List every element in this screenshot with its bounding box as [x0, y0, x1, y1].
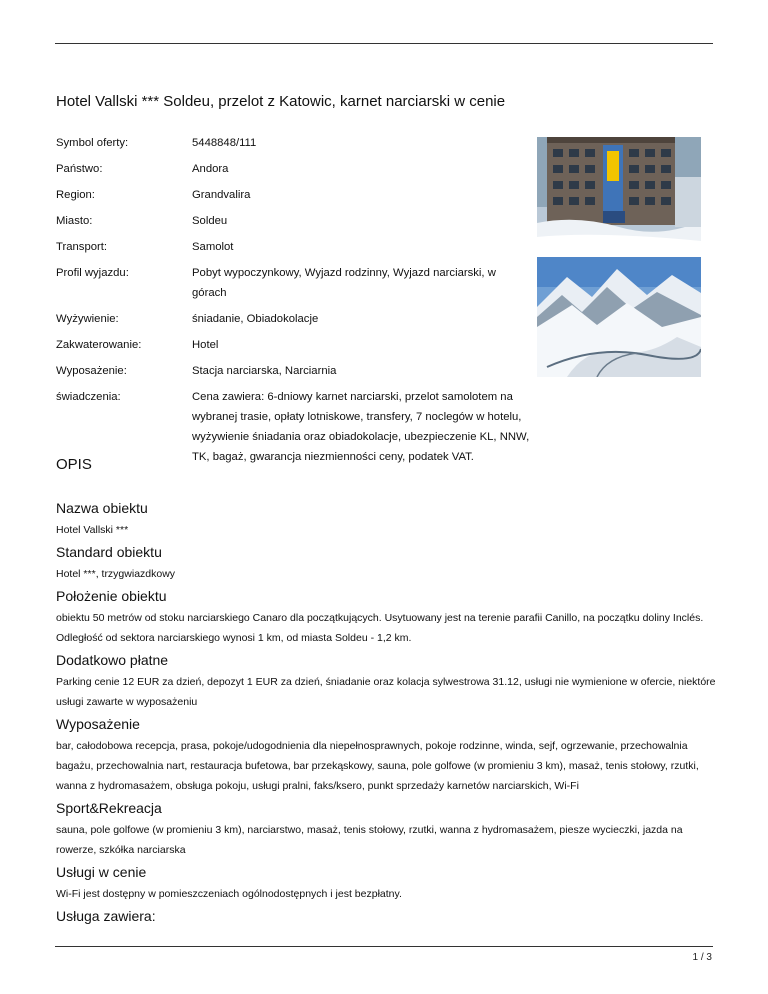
mountain-photo	[537, 257, 701, 377]
description-sections	[56, 496, 716, 928]
detail-value: Stacja narciarska, Narciarnia	[192, 365, 337, 377]
hotel-photo	[537, 137, 701, 258]
section-text: Parking cenie 12 EUR za dzień, depozyt 1 EUR za dzień, śniadanie oraz kolacja sylwestrowa 31.12, usługi nie wymienione w ofercie, niektóre usługi zawarte w wyposażeniu	[56, 676, 716, 708]
detail-row	[56, 159, 531, 179]
section	[56, 904, 716, 928]
section-heading: Nazwa obiektu	[56, 500, 148, 516]
detail-value: 5448848/111	[192, 137, 257, 149]
detail-value: Grandvalira	[192, 189, 251, 201]
detail-label: Profil wyjazdu:	[56, 267, 129, 279]
detail-label: Region:	[56, 189, 95, 201]
detail-row	[56, 309, 531, 329]
section-text: Hotel ***, trzygwiazdkowy	[56, 568, 176, 580]
detail-label: Wyposażenie:	[56, 365, 127, 377]
detail-row	[56, 133, 531, 153]
bottom-rule	[55, 946, 713, 947]
section-heading: Dodatkowo płatne	[56, 652, 169, 668]
section-heading: Standard obiektu	[56, 544, 162, 560]
section-heading: Usługi w cenie	[56, 864, 147, 880]
detail-label: Miasto:	[56, 215, 93, 227]
section-heading: Usługa zawiera:	[56, 908, 156, 924]
section	[56, 860, 716, 904]
section-text: bar, całodobowa recepcja, prasa, pokoje/udogodnienia dla niepełnosprawnych, pokoje rodzinne, winda, sejf, ogrzewanie, przechowalnia bagażu, przechowalnia nart, restauracja bufetowa, bar przekąskowy, sauna, pole golfowe (w promieniu 3 km), masaż, tenis stołowy, rzutki, wanna z hydromasażem, obsługa pokoju, usługi pralni, faks/ksero, punkt sprzedaży karnetów narciarskich, Wi-Fi	[56, 740, 699, 792]
section	[56, 540, 716, 584]
section-text: sauna, pole golfowe (w promieniu 3 km), narciarstwo, masaż, tenis stołowy, rzutki, wanna z hydromasażem, piesze wycieczki, jazda na rowerze, szkółka narciarska	[56, 824, 683, 856]
section-text: Hotel Vallski ***	[56, 524, 129, 536]
detail-row	[56, 211, 531, 231]
detail-label: Zakwaterowanie:	[56, 339, 142, 351]
section	[56, 796, 716, 860]
page-title: Hotel Vallski *** Soldeu, przelot z Katowic, karnet narciarski w cenie	[56, 93, 506, 110]
top-rule	[55, 43, 713, 44]
detail-value: Hotel	[192, 339, 219, 351]
detail-label: Symbol oferty:	[56, 137, 129, 149]
section	[56, 584, 716, 648]
detail-row	[56, 387, 531, 467]
detail-row	[56, 185, 531, 205]
detail-row	[56, 361, 531, 381]
section	[56, 648, 716, 712]
section	[56, 496, 716, 540]
detail-value: Pobyt wypoczynkowy, Wyjazd rodzinny, Wyjazd narciarski, w górach	[192, 267, 496, 299]
detail-value: Cena zawiera: 6-dniowy karnet narciarski, przelot samolotem na wybranej trasie, opłaty lotniskowe, transfery, 7 noclegów w hotelu, wyżywienie śniadania oraz obiadokolacje, ubezpieczenie KL, NNW, TK, bagaż, gwarancja niezmienności ceny, podatek VAT.	[192, 391, 530, 463]
detail-label: Państwo:	[56, 163, 103, 175]
detail-value: śniadanie, Obiadokolacje	[192, 313, 319, 325]
section-heading: Wyposażenie	[56, 716, 140, 732]
detail-label: Wyżywienie:	[56, 313, 119, 325]
section-heading: Sport&Rekreacja	[56, 800, 162, 816]
detail-label: Transport:	[56, 241, 108, 253]
detail-label: świadczenia:	[56, 391, 121, 403]
section-text: Wi-Fi jest dostępny w pomieszczeniach ogólnodostępnych i jest bezpłatny.	[56, 888, 402, 900]
detail-value: Soldeu	[192, 215, 228, 227]
detail-value: Andora	[192, 163, 229, 175]
description-heading: OPIS	[56, 456, 92, 473]
section	[56, 712, 716, 796]
page-number: 1 / 3	[692, 952, 712, 963]
detail-row	[56, 263, 531, 303]
section-text: obiektu 50 metrów od stoku narciarskiego Canaro dla początkujących. Usytuowany jest na terenie parafii Canillo, na początku doliny Inclés. Odległość od sektora narciarskiego wynosi 1 km, od miasta Soldeu - 1,2 km.	[56, 612, 704, 644]
section-heading: Położenie obiektu	[56, 588, 167, 604]
detail-row	[56, 237, 531, 257]
detail-row	[56, 335, 531, 355]
detail-value: Samolot	[192, 241, 234, 253]
offer-details	[56, 133, 531, 473]
